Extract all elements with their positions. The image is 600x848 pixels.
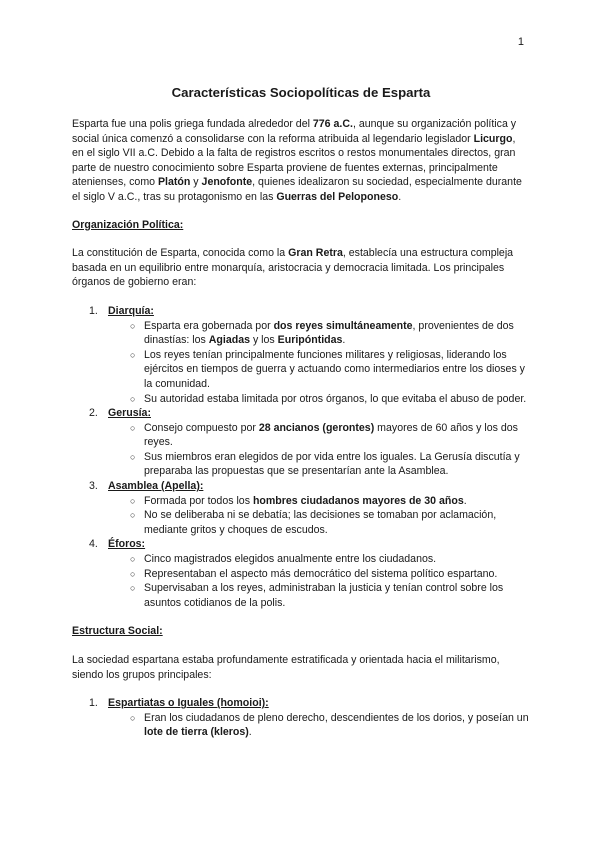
sub-list-item: ○ No se deliberaba ni se debatía; las decisiones se tomaban por aclamación, mediante gritos y choques de escudos. xyxy=(130,509,497,536)
sub-list-item: ○ Cinco magistrados elegidos anualmente entre los ciudadanos. xyxy=(130,553,437,566)
intro-paragraph: Esparta fue una polis griega fundada alrededor del 776 a.C., aunque su organización política y social única comenzó a consolidarse con la reforma atribuida al legendario legislador Licurgo, en el siglo VII a.C. Debido a la falta de registros escritos o restos monumentales directos, gran parte de nuestro conocimiento sobre Esparta proviene de fuentes externas, principalmente atenienses, como Platón y Jenofonte, quienes idealizaron su sociedad, especialmente durante el siglo V a.C., tras su protagonismo en las Guerras del Peloponeso. xyxy=(72,118,522,203)
list-item xyxy=(72,406,530,479)
sub-list-item: ○ Esparta era gobernada por dos reyes simultáneamente, provenientes de dos dinastías: los Agiadas y los Euripóntidas. xyxy=(130,319,514,347)
government-organs-list xyxy=(72,304,530,610)
social-groups-list xyxy=(72,696,530,740)
sub-list-item: ○ Supervisaban a los reyes, administraban la justicia y tenían control sobre los asuntos cotidianos de la polis. xyxy=(130,582,504,609)
social-intro-paragraph: La sociedad espartana estaba profundamente estratificada y orientada hacia el militarismo, siendo los grupos principales: xyxy=(72,654,500,681)
section-heading-social: Estructura Social: xyxy=(72,625,163,638)
political-intro-paragraph: La constitución de Esparta, conocida como la Gran Retra, establecía una estructura compleja basada en un equilibrio entre monarquía, aristocracia y democracia limitada. Los principales órganos de gobierno eran: xyxy=(72,247,514,289)
circle-bullet-icon: ○ xyxy=(130,568,136,579)
sub-list xyxy=(108,319,530,407)
list-number: 1. xyxy=(89,697,98,710)
circle-bullet-icon: ○ xyxy=(130,320,136,331)
sub-list-item: ○ Formada por todos los hombres ciudadanos mayores de 30 años. xyxy=(130,494,467,507)
sub-list-item: ○ Representaban el aspecto más democrático del sistema político espartano. xyxy=(130,567,498,580)
circle-bullet-icon: ○ xyxy=(130,422,136,433)
page-number: 1 xyxy=(517,36,524,48)
circle-bullet-icon: ○ xyxy=(130,510,136,521)
organ-title: Asamblea (Apella): xyxy=(108,480,204,493)
sub-list-item: ○ Consejo compuesto por 28 ancianos (gerontes) mayores de 60 años y los dos reyes. xyxy=(130,421,518,449)
list-number: 3. xyxy=(89,480,98,493)
list-item xyxy=(72,304,530,406)
sub-list xyxy=(108,711,530,740)
circle-bullet-icon: ○ xyxy=(130,583,136,594)
sub-list-item: ○ Su autoridad estaba limitada por otros órganos, lo que evitaba el abuso de poder. xyxy=(130,392,527,405)
group-title: Espartiatas o Iguales (homoioi): xyxy=(108,697,269,710)
sub-list-item: ○ Eran los ciudadanos de pleno derecho, descendientes de los dorios, y poseían un lote de tierra (kleros). xyxy=(130,711,529,739)
sub-list xyxy=(108,552,530,610)
list-item xyxy=(72,537,530,610)
organ-title: Gerusía: xyxy=(108,407,151,420)
sub-list xyxy=(108,494,530,538)
document-body xyxy=(72,85,530,740)
circle-bullet-icon: ○ xyxy=(130,393,136,404)
circle-bullet-icon: ○ xyxy=(130,712,136,723)
circle-bullet-icon: ○ xyxy=(130,349,136,360)
sub-list-item: ○ Los reyes tenían principalmente funciones militares y religiosas, liderando los ejércitos en tiempos de guerra y actuando como intermediarios entre los dioses y la comunidad. xyxy=(130,348,525,390)
organ-title: Diarquía: xyxy=(108,304,154,317)
document-title: Características Sociopolíticas de Esparta xyxy=(171,85,431,100)
list-number: 4. xyxy=(89,538,98,551)
organ-title: Éforos: xyxy=(108,538,146,551)
circle-bullet-icon: ○ xyxy=(130,495,136,506)
list-item xyxy=(72,696,530,740)
list-number: 1. xyxy=(89,304,98,317)
circle-bullet-icon: ○ xyxy=(130,451,136,462)
list-item xyxy=(72,479,530,537)
list-number: 2. xyxy=(89,407,98,420)
circle-bullet-icon: ○ xyxy=(130,554,136,565)
sub-list xyxy=(108,421,530,479)
sub-list-item: ○ Sus miembros eran elegidos de por vida entre los iguales. La Gerusía discutía y preparaba las propuestas que se presentarían ante la Asamblea. xyxy=(130,450,520,478)
section-heading-political: Organización Política: xyxy=(72,218,184,231)
